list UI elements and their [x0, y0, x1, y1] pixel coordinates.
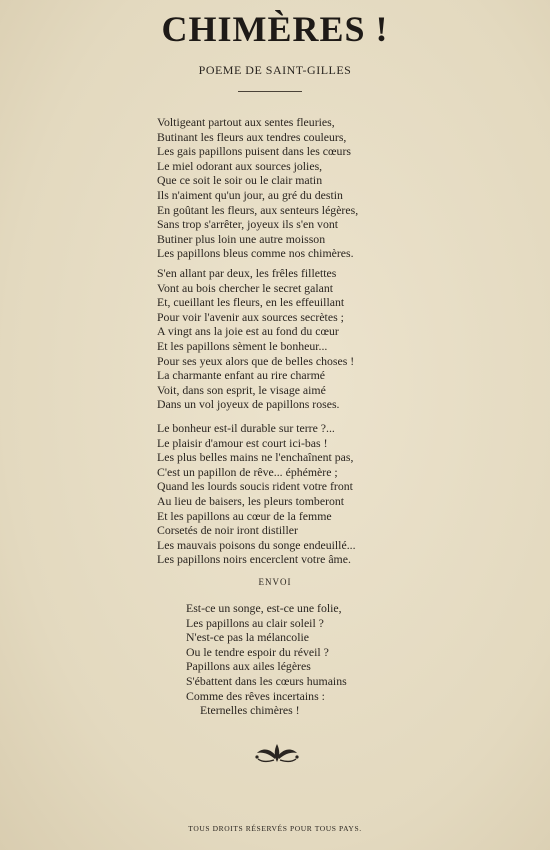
verse-line: Pour voir l'avenir aux sources secrètes ;: [157, 309, 344, 324]
verse-line: Eternelles chimères !: [200, 703, 300, 718]
verse-line: Et, cueillant les fleurs, en les effeuillant: [157, 295, 345, 310]
verse-line: Ou le tendre espoir du réveil ?: [186, 644, 329, 659]
verse-line: Les papillons bleus comme nos chimères.: [157, 246, 354, 261]
verse-line: Les gais papillons puisent dans les cœurs: [157, 144, 351, 159]
verse-line: Les mauvais poisons du songe endeuillé...: [157, 537, 356, 552]
verse-line: Butiner plus loin une autre moisson: [157, 231, 326, 246]
verse-line: Voltigeant partout aux sentes fleuries,: [157, 115, 335, 129]
copyright-footer: TOUS DROITS RÉSERVÉS POUR TOUS PAYS.: [188, 824, 362, 833]
verse-line: Et les papillons sèment le bonheur...: [157, 338, 328, 353]
verse-line: Papillons aux ailes légères: [186, 659, 311, 674]
fleuron-ornament-icon: [254, 740, 300, 766]
verse-line: Dans un vol joyeux de papillons roses.: [157, 397, 340, 412]
verse-line: Pour ses yeux alors que de belles choses !: [157, 353, 355, 368]
title-divider: [238, 91, 302, 92]
verse-line: Les plus belles mains ne l'enchaînent pas,: [157, 450, 354, 465]
verse-line: S'ébattent dans les cœurs humains: [186, 673, 347, 688]
verse-line: Comme des rêves incertains :: [186, 688, 325, 703]
poem-title: CHIMÈRES !: [161, 9, 389, 49]
verse-line: C'est un papillon de rêve... éphémère ;: [157, 464, 338, 479]
stanza-3: [157, 421, 356, 567]
stanza-2: [157, 266, 354, 412]
verse-line: Les papillons au clair soleil ?: [186, 615, 324, 630]
verse-line: Voit, dans son esprit, le visage aimé: [157, 382, 326, 397]
verse-line: Que ce soit le soir ou le clair matin: [157, 173, 323, 188]
verse-line: En goûtant les fleurs, aux senteurs légères,: [157, 202, 359, 217]
verse-line: Est-ce un songe, est-ce une folie,: [186, 601, 342, 615]
verse-line: A vingt ans la joie est au fond du cœur: [157, 324, 339, 339]
verse-line: Le plaisir d'amour est court ici-bas !: [157, 435, 328, 450]
verse-line: Le miel odorant aux sources jolies,: [157, 158, 323, 173]
poem-subtitle: POEME DE SAINT-GILLES: [198, 63, 352, 77]
verse-line: Le bonheur est-il durable sur terre ?...: [157, 421, 335, 435]
verse-line: Au lieu de baisers, les pleurs tomberont: [157, 493, 345, 508]
verse-line: S'en allant par deux, les frêles fillettes: [157, 266, 337, 280]
envoi-heading: ENVOI: [258, 577, 292, 587]
verse-line: La charmante enfant au rire charmé: [157, 368, 326, 383]
verse-line: Butinant les fleurs aux tendres couleurs,: [157, 129, 347, 144]
verse-line: Sans trop s'arrêter, joyeux ils s'en vont: [157, 217, 339, 232]
verse-line: Ils n'aiment qu'un jour, au gré du destin: [157, 187, 343, 202]
verse-line: Les papillons noirs encerclent votre âme.: [157, 552, 351, 567]
verse-line: Quand les lourds soucis rident votre front: [157, 479, 353, 494]
verse-line: Vont au bois chercher le secret galant: [157, 280, 334, 295]
verse-line: Et les papillons au cœur de la femme: [157, 508, 332, 523]
stanza-1: [157, 115, 358, 261]
verse-line: Corsetés de noir iront distiller: [157, 523, 298, 538]
envoi-stanza: [186, 601, 347, 718]
verse-line: N'est-ce pas la mélancolie: [186, 630, 309, 645]
